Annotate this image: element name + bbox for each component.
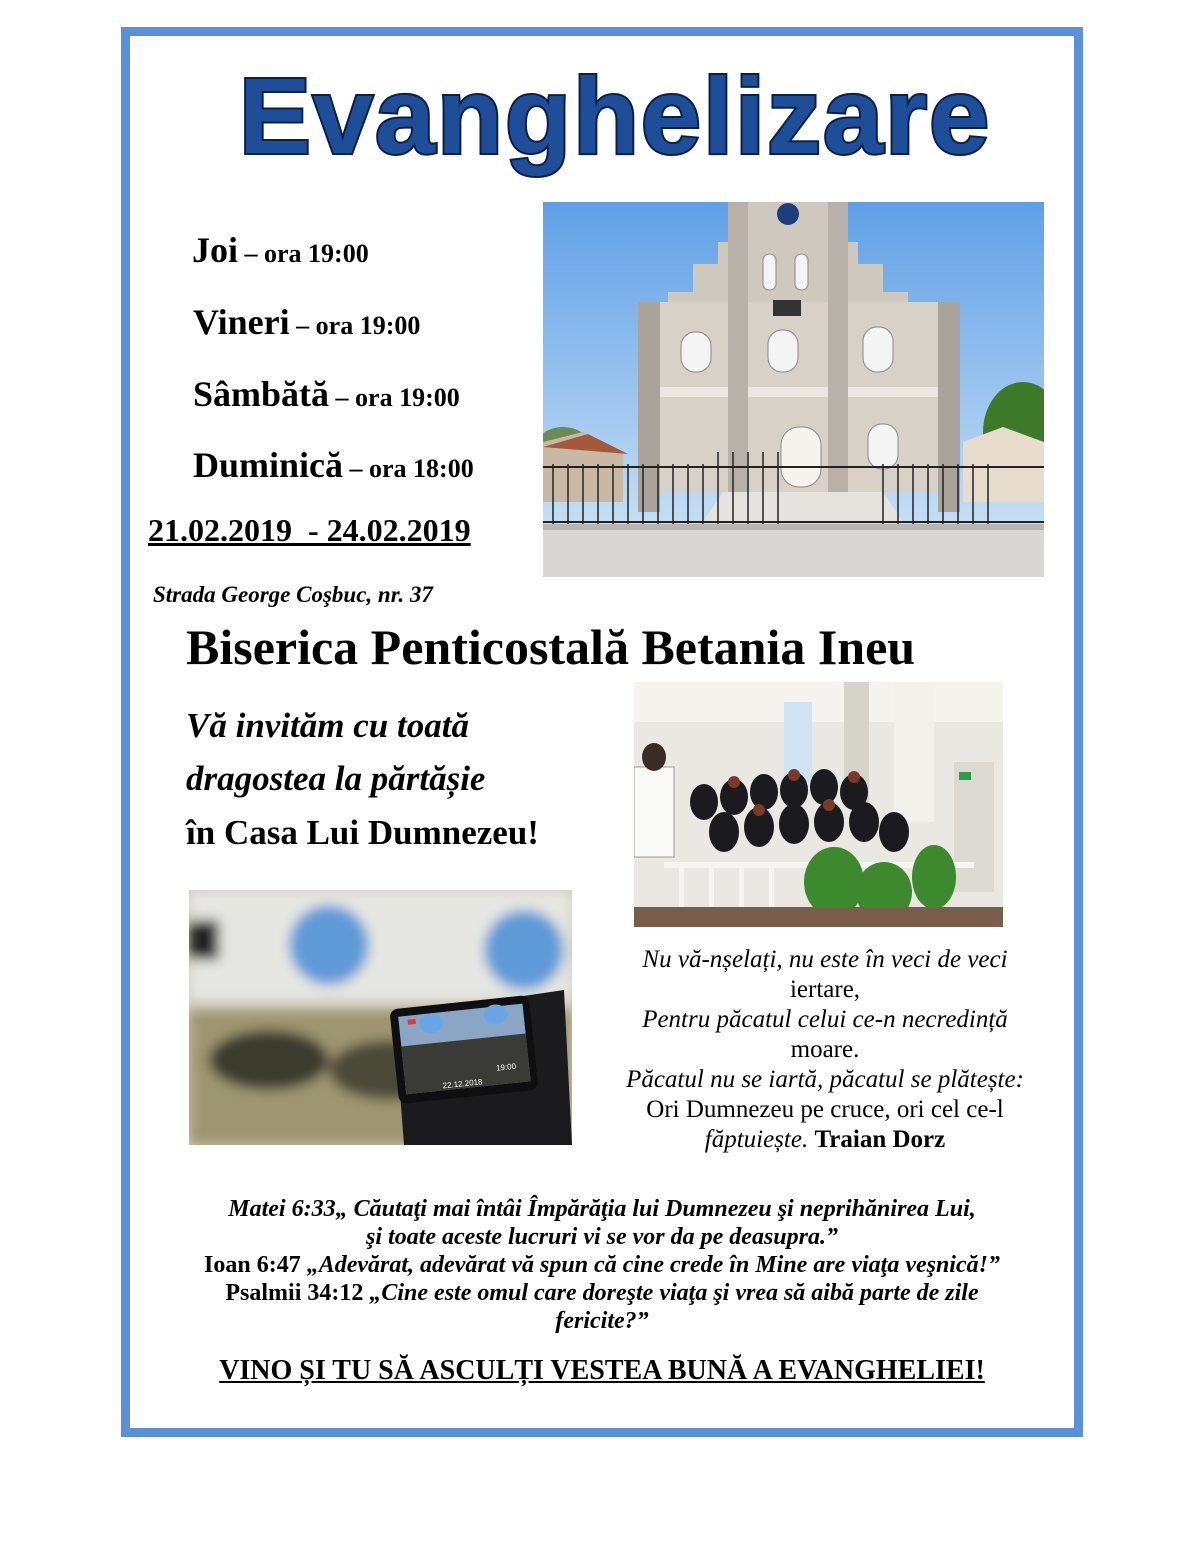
church-name: Biserica Penticostală Betania Ineu (186, 619, 916, 675)
poster-title: Evanghelizare (238, 55, 992, 176)
schedule-vineri (193, 304, 420, 340)
poem-line: iertare, (789, 976, 861, 1003)
schedule-day: Duminică (193, 445, 344, 485)
invitation-line-2: dragostea la părtășie (186, 759, 486, 798)
poem-line: făptuiește. (704, 1126, 809, 1153)
verse-line: Matei 6:33„ Căutaţi mai întâi Împărăţia lui Dumnezeu şi neprihănirea Lui, (228, 1196, 976, 1222)
poem-line: Pentru păcatul celui ce-n necredință (642, 1006, 1008, 1033)
verse-line: şi toate aceste lucruri vi se vor da pe deasupra.” (366, 1224, 838, 1250)
poem-line: Ori Dumnezeu pe cruce, ori cel ce-l (646, 1096, 1004, 1123)
poem-line: Păcatul nu se iartă, păcatul se plătește: (626, 1066, 1024, 1093)
verse-ref: Psalmii 34:12 (225, 1280, 370, 1306)
event-dates: 21.02.2019 - 24.02.2019 (148, 512, 471, 548)
schedule-duminica (193, 447, 474, 483)
verse-line: fericite?” (555, 1308, 649, 1334)
invitation-line-1: Vă invităm cu toată (186, 706, 469, 745)
poem-author: Traian Dorz (814, 1126, 946, 1153)
verse-text: „Cine este omul care doreşte viaţa şi vrea să aibă parte de zile (369, 1280, 979, 1306)
schedule-sambata (193, 376, 460, 412)
schedule-day: Sâmbătă (193, 374, 330, 414)
schedule-time: – ora 19:00 (289, 311, 421, 340)
schedule-time: – ora 19:00 (329, 383, 460, 412)
invitation-line-3: în Casa Lui Dumnezeu! (186, 813, 539, 852)
church-address: Strada George Coşbuc, nr. 37 (153, 582, 433, 607)
schedule-joi (192, 232, 369, 268)
schedule-day: Vineri (193, 302, 290, 342)
schedule-time: – ora 18:00 (343, 454, 474, 483)
call-to-action: VINO ȘI TU SĂ ASCULȚI VESTEA BUNĂ A EVANGHELIEI! (219, 1355, 985, 1386)
camera-recording-photo (189, 890, 572, 1145)
poem-line: moare. (790, 1036, 860, 1063)
verse-text: „Adevărat, adevărat vă spun că cine crede în Mine are viaţa veşnică!” (306, 1252, 1000, 1278)
choir-photo (634, 682, 1003, 927)
camera-overlay-time: 19:00 (495, 1061, 517, 1073)
schedule-day: Joi (192, 230, 239, 270)
church-building-photo (543, 202, 1044, 577)
verse-matei (130, 1195, 1074, 1335)
poem (595, 945, 1055, 1155)
camera-overlay-date: 22.12.2018 (442, 1077, 483, 1091)
verse-ref: Ioan 6:47 (204, 1252, 307, 1278)
schedule-time: – ora 19:00 (238, 239, 369, 268)
poem-line: Nu vă-nșelați, nu este în veci de veci (642, 946, 1008, 973)
